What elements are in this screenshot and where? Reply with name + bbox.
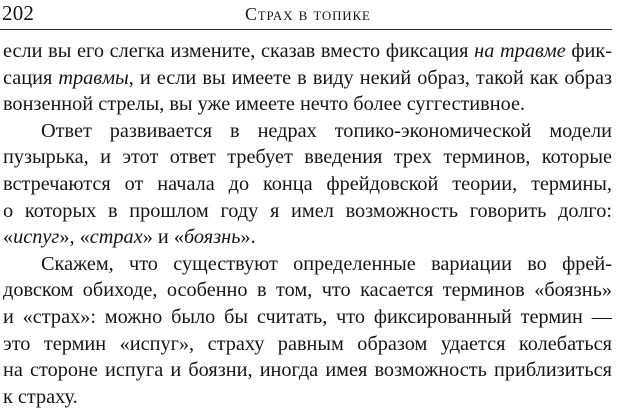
text-line: [3, 384, 612, 410]
text-line: [3, 171, 612, 198]
text-line: [3, 251, 612, 278]
header-divider: [0, 29, 612, 30]
text-segment: «: [3, 226, 14, 249]
text-segment: о которых в прошлом году я имел возможность говорить долго:: [3, 199, 612, 222]
text-line: [3, 144, 612, 171]
text-segment: на стороне испуга и боязни, иногда имея возможность приблизиться: [3, 359, 612, 382]
paragraph-3: [3, 251, 612, 410]
text-segment: если вы его слегка измените, сказав вместо фиксация: [3, 40, 475, 62]
paragraph-2: [3, 118, 612, 251]
text-segment: » и «: [142, 226, 184, 249]
text-segment: пузырька, и этот ответ требует введения трех терминов, которые: [3, 146, 612, 169]
text-line: [3, 91, 612, 118]
text-segment: и «страх»: можно было бы считать, что фиксированный термин —: [3, 305, 612, 328]
paragraph-1: [3, 38, 612, 118]
text-segment: », «: [59, 226, 90, 249]
page-number: 202: [2, 1, 35, 25]
running-title: Страх в топике: [245, 4, 371, 24]
text-line: [3, 65, 612, 92]
text-segment: Ответ развивается в недрах топико-экономической модели: [41, 119, 612, 142]
text-segment: это термин «испуг», страху равным образом удается колебаться: [3, 332, 612, 355]
running-head: [0, 0, 612, 34]
text-line: [3, 224, 612, 251]
text-line: [3, 277, 612, 304]
text-line: [3, 38, 612, 65]
text-segment: Скажем, что существуют определенные вариации во фрей-: [41, 252, 612, 275]
text-segment: ».: [240, 226, 256, 249]
text-line: [3, 331, 612, 358]
text-segment: довском обиходе, особенно в том, что касается терминов «боязнь»: [3, 279, 612, 302]
italic-text-segment: испуг: [13, 226, 60, 249]
body-text: [3, 38, 612, 410]
italic-text-segment: травмы: [58, 66, 129, 89]
text-line: [3, 304, 612, 331]
text-line: [3, 198, 612, 225]
text-line: [3, 118, 612, 145]
italic-text-segment: на травме: [474, 40, 566, 62]
text-segment: , и если вы имеете в виду некий образ, такой как образ: [128, 66, 613, 89]
text-segment: вонзенной стрелы, вы уже имеете нечто более суггестивное.: [3, 93, 526, 116]
text-segment: сация: [3, 66, 59, 89]
text-segment: фик-: [565, 40, 612, 62]
italic-text-segment: боязнь: [183, 226, 241, 249]
italic-text-segment: страх: [89, 226, 143, 249]
text-segment: встречаются от начала до конца фрейдовской теории, термины,: [3, 172, 612, 195]
text-segment: к страху.: [3, 385, 78, 408]
text-line: [3, 357, 612, 384]
